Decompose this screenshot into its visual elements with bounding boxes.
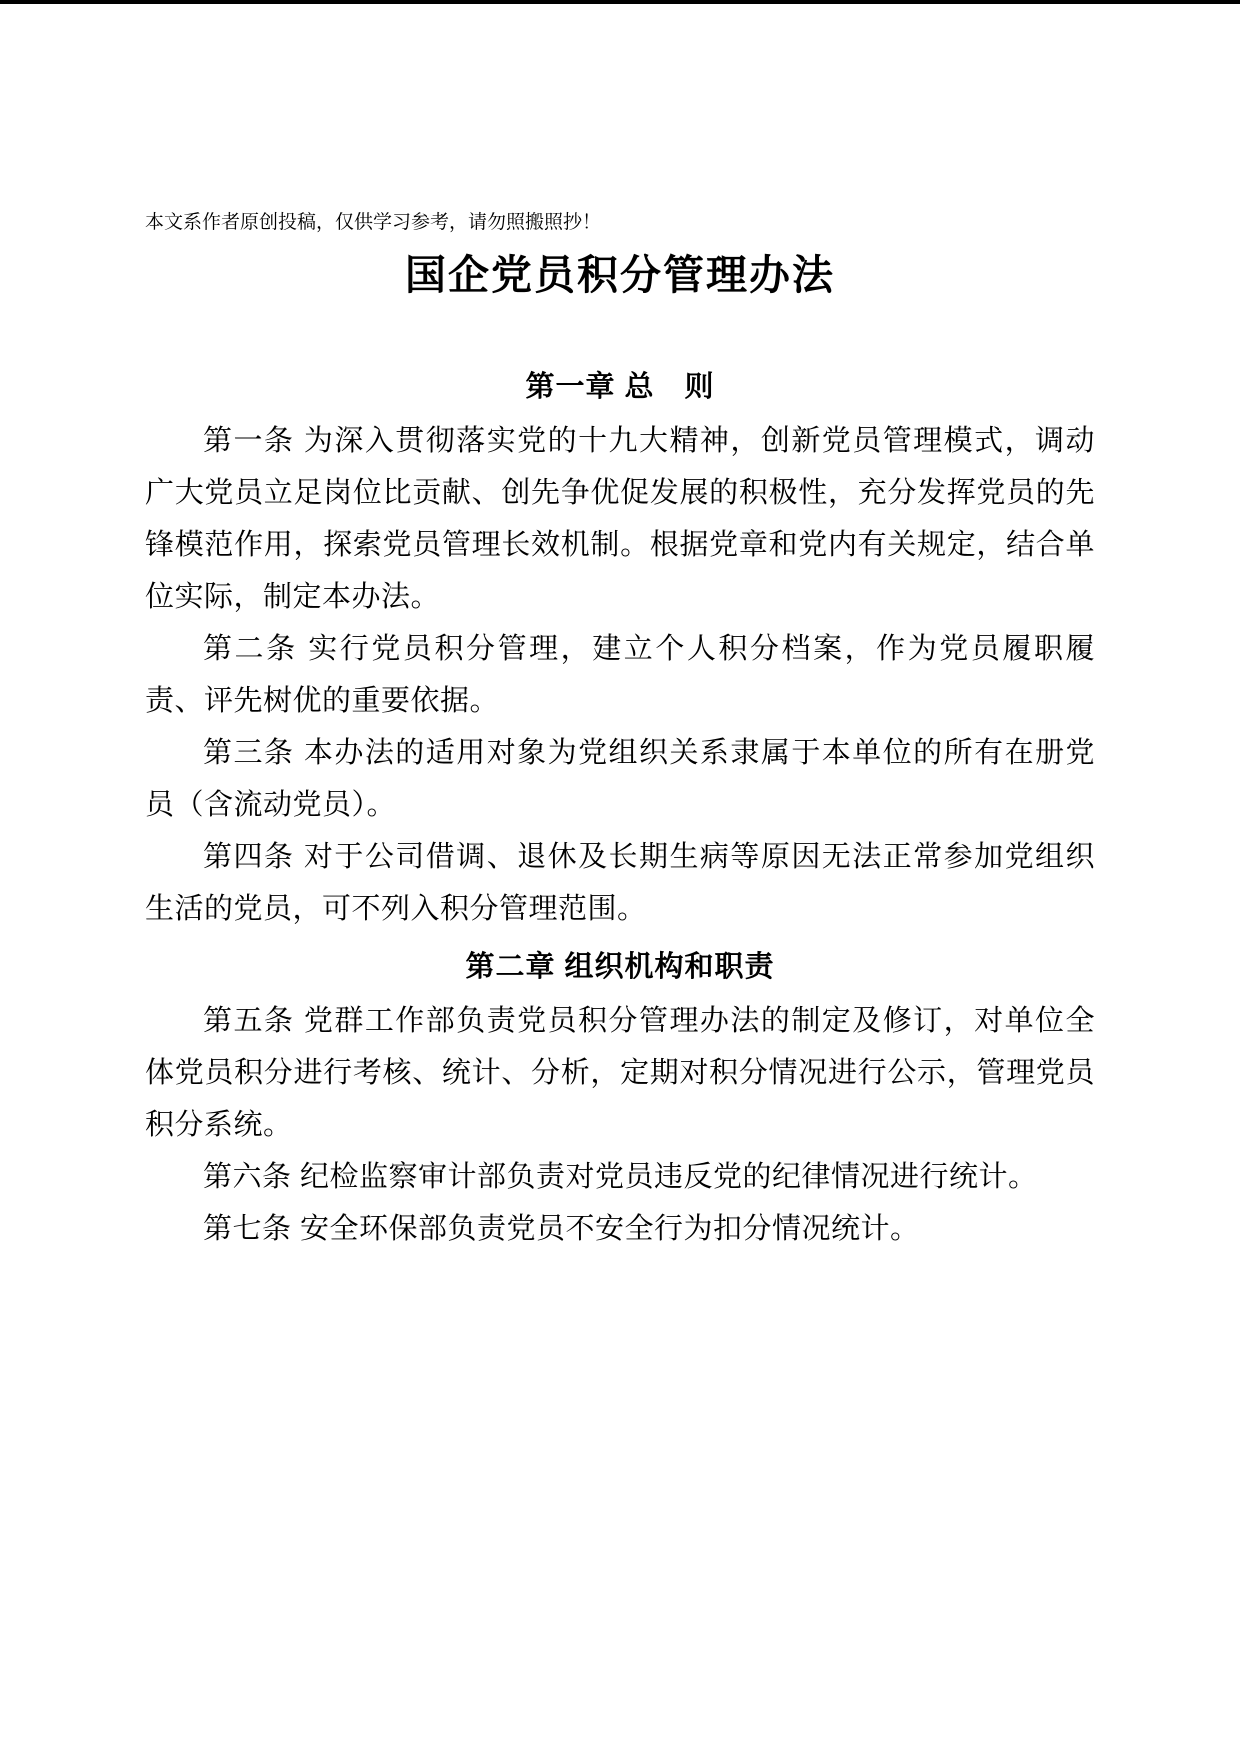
paragraph-article-7: 第七条 安全环保部负责党员不安全行为扣分情况统计。 bbox=[203, 1213, 920, 1245]
paragraph-article-1: 第一条 为深入贯彻落实党的十九大精神，创新党员管理模式，调动广大党员立足岗位比贡献、创先争优促发展的积极性，充分发挥党员的先锋模范作用，探索党员管理长效机制。根据党章和党内有关规定，结合单位实际，制定本办法。 bbox=[145, 425, 1095, 613]
paragraph-article-6: 第六条 纪检监察审计部负责对党员违反党的纪律情况进行统计。 bbox=[203, 1161, 1038, 1193]
disclaimer-text: 本文系作者原创投稿，仅供学习参考，请勿照搬照抄！ bbox=[145, 212, 602, 233]
chapter-1-heading: 第一章 总 则 bbox=[525, 371, 715, 403]
paragraph-article-5: 第五条 党群工作部负责党员积分管理办法的制定及修订，对单位全体党员积分进行考核、统计、分析，定期对积分情况进行公示，管理党员积分系统。 bbox=[145, 1005, 1095, 1141]
section-chapter-2 bbox=[145, 941, 1095, 1255]
document-title: 国企党员积分管理办法 bbox=[405, 252, 835, 298]
paragraph-article-2: 第二条 实行党员积分管理，建立个人积分档案，作为党员履职履责、评先树优的重要依据。 bbox=[145, 633, 1095, 717]
paragraph-article-3: 第三条 本办法的适用对象为党组织关系隶属于本单位的所有在册党员（含流动党员）。 bbox=[145, 737, 1095, 821]
chapter-2-heading: 第二章 组织机构和职责 bbox=[465, 951, 775, 983]
document-page bbox=[0, 4, 1240, 1315]
paragraph-article-4: 第四条 对于公司借调、退休及长期生病等原因无法正常参加党组织生活的党员，可不列入积分管理范围。 bbox=[145, 841, 1095, 925]
section-chapter-1 bbox=[145, 361, 1095, 935]
